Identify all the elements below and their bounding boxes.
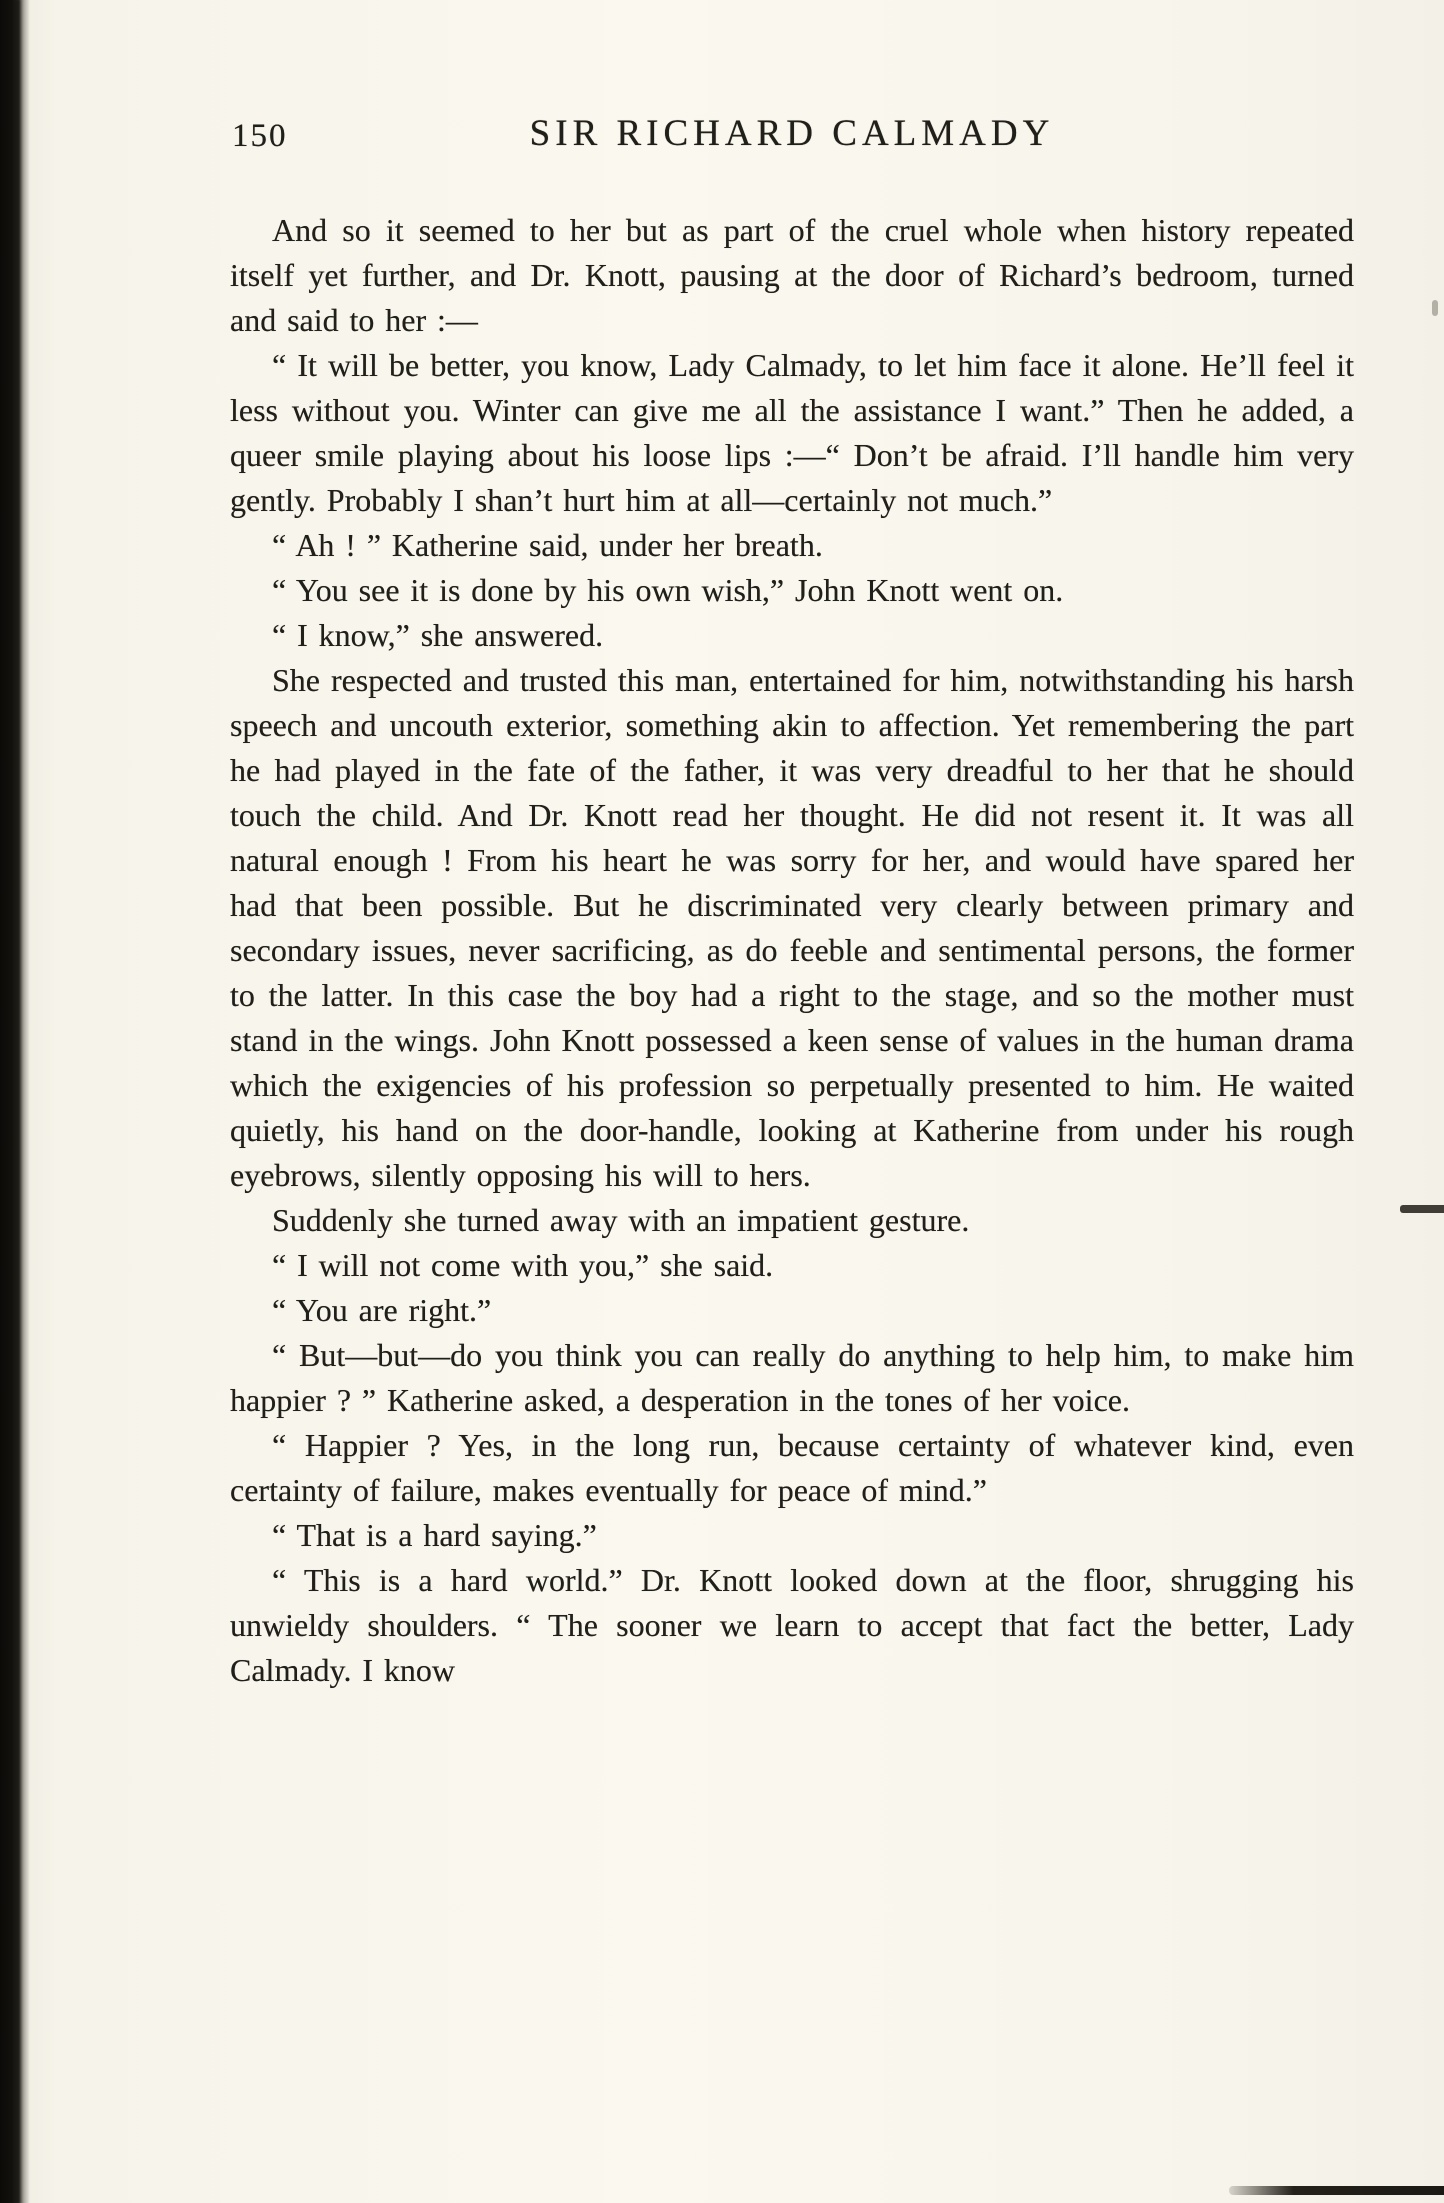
running-title: SIR RICHARD CALMADY	[529, 113, 1055, 154]
paragraph: And so it seemed to her but as part of the cruel whole when history repeated itself yet further, and Dr. Knott, pausing at the door of Richard’s bedroom, turned and said to her :—	[230, 212, 1354, 338]
page-content	[230, 112, 1354, 1693]
paragraph: “ You are right.”	[272, 1292, 492, 1328]
scan-gutter-shadow	[0, 0, 30, 2203]
paragraph: “ That is a hard saying.”	[272, 1517, 597, 1553]
paragraph: “ Happier ? Yes, in the long run, because certainty of whatever kind, even certainty of failure, makes eventually for peace of mind.”	[230, 1427, 1354, 1508]
paragraph: “ It will be better, you know, Lady Calmady, to let him face it alone. He’ll feel it less without you. Winter can give me all the assistance I want.” Then he added, a queer smile playing about his loose lips :—“ Don’t be afraid. I’ll handle him very gently. Probably I shan’t hurt him at all—certainly not much.”	[230, 347, 1354, 518]
paragraph: “ I know,” she answered.	[272, 617, 604, 653]
scan-edge-smudge	[1432, 300, 1438, 316]
page-number: 150	[232, 118, 288, 154]
gutter-streak	[14, 0, 20, 2203]
page-body	[230, 208, 1354, 1693]
paragraph: “ I will not come with you,” she said.	[272, 1247, 774, 1283]
page-header	[230, 112, 1354, 164]
paragraph: “ Ah ! ” Katherine said, under her breath.	[272, 527, 823, 563]
paragraph: “ This is a hard world.” Dr. Knott looked down at the floor, shrugging his unwieldy shoulders. “ The sooner we learn to accept that fact the better, Lady Calmady. I know	[230, 1562, 1354, 1688]
scan-edge-mark-right	[1400, 1205, 1444, 1213]
paragraph: She respected and trusted this man, entertained for him, notwithstanding his harsh speech and uncouth exterior, something akin to affection. Yet remembering the part he had played in the fate of the father, it was very dreadful to her that he should touch the child. And Dr. Knott read her thought. He did not resent it. It was all natural enough ! From his heart he was sorry for her, and would have spared her had that been possible. But he discriminated very clearly between primary and secondary issues, never sacrificing, as do feeble and sentimental persons, the former to the latter. In this case the boy had a right to the stage, and so the mother must stand in the wings. John Knott possessed a keen sense of values in the human drama which the exigencies of his profession so perpetually presented to him. He waited quietly, his hand on the door-handle, looking at Katherine from under his rough eyebrows, silently opposing his will to hers.	[230, 662, 1354, 1193]
paragraph: Suddenly she turned away with an impatient gesture.	[272, 1202, 970, 1238]
paragraph: “ You see it is done by his own wish,” John Knott went on.	[272, 572, 1064, 608]
paragraph: “ But—but—do you think you can really do anything to help him, to make him happier ? ” Katherine asked, a desperation in the tones of her voice.	[230, 1337, 1354, 1418]
scan-edge-mark-bottom	[1229, 2186, 1444, 2195]
